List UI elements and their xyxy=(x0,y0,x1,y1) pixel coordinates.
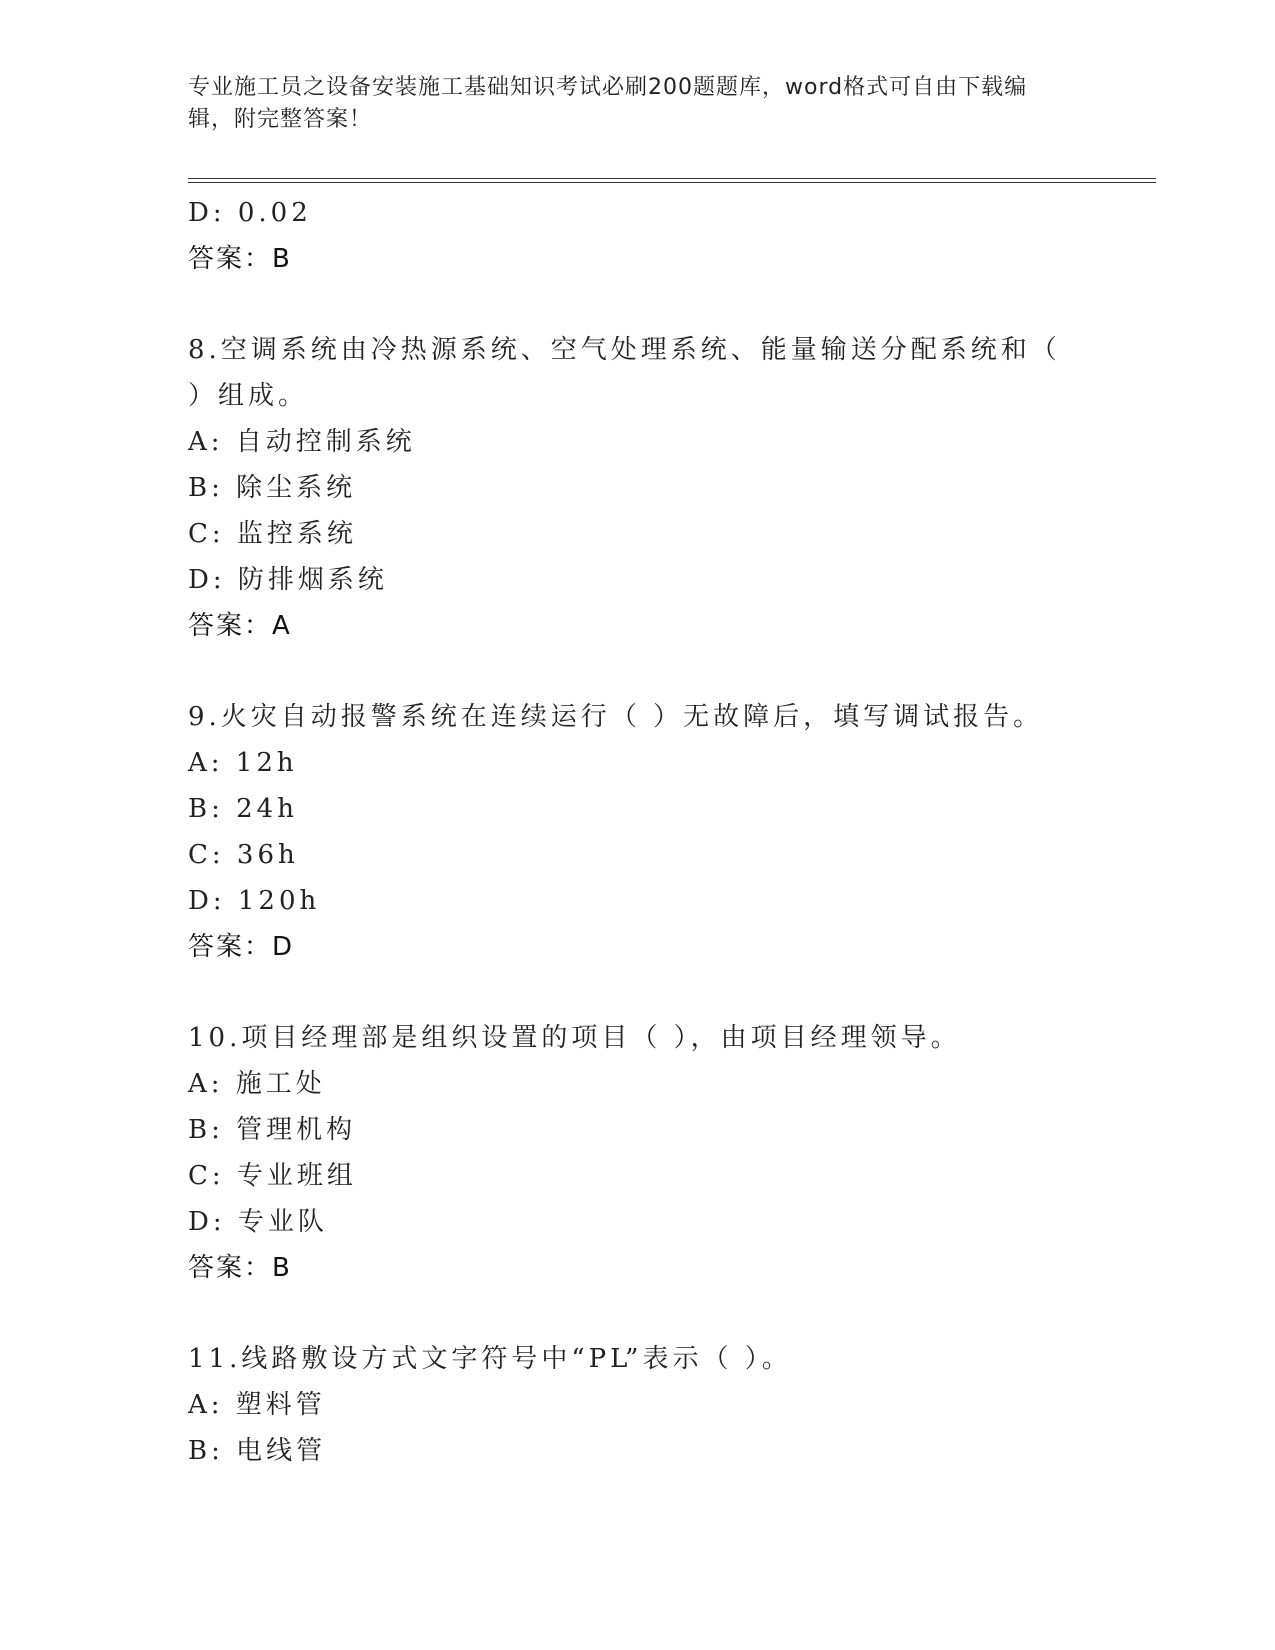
answer-line: 答案：B xyxy=(188,1253,292,1283)
document-header xyxy=(188,72,1068,136)
spacer xyxy=(188,970,1088,1015)
question-block xyxy=(188,694,1088,970)
option-d: D: 0.02 xyxy=(188,198,312,228)
question-stem: 11.线路敷设方式文字符号中“PL”表示（ ）。 xyxy=(188,1344,792,1374)
question-block xyxy=(188,327,1088,649)
option-a: A: 自动控制系统 xyxy=(188,427,416,457)
question-block xyxy=(188,1015,1088,1291)
option-c: C: 监控系统 xyxy=(188,519,357,549)
answer-line: 答案：A xyxy=(188,611,292,641)
option-b: B: 管理机构 xyxy=(188,1115,357,1145)
option-d: D: 专业队 xyxy=(188,1207,328,1237)
option-a: A: 塑料管 xyxy=(188,1390,326,1420)
option-b: B: 24h xyxy=(188,794,298,824)
question-block xyxy=(188,1336,1088,1474)
spacer xyxy=(188,649,1088,694)
option-c: C: 36h xyxy=(188,840,299,870)
question-list xyxy=(188,190,1088,1474)
option-d: D: 120h xyxy=(188,886,321,916)
spacer xyxy=(188,282,1088,327)
question-stem: 10.项目经理部是组织设置的项目（ ），由项目经理领导。 xyxy=(188,1023,961,1053)
option-b: B: 除尘系统 xyxy=(188,473,357,503)
header-divider xyxy=(188,178,1156,183)
option-a: A: 施工处 xyxy=(188,1069,326,1099)
option-d: D: 防排烟系统 xyxy=(188,565,388,595)
option-c: C: 专业班组 xyxy=(188,1161,357,1191)
question-stem: 8.空调系统由冷热源系统、空气处理系统、能量输送分配系统和（ ）组成。 xyxy=(188,335,1061,411)
answer-line: 答案：B xyxy=(188,244,292,274)
question-stem: 9.火灾自动报警系统在连续运行（ ）无故障后，填写调试报告。 xyxy=(188,702,1044,732)
answer-line: 答案：D xyxy=(188,932,295,962)
spacer xyxy=(188,1291,1088,1336)
option-b: B: 电线管 xyxy=(188,1436,327,1466)
header-title: 专业施工员之设备安装施工基础知识考试必刷200题题库，word格式可自由下载编辑，附完整答案！ xyxy=(188,75,1028,132)
option-a: A: 12h xyxy=(188,748,298,778)
